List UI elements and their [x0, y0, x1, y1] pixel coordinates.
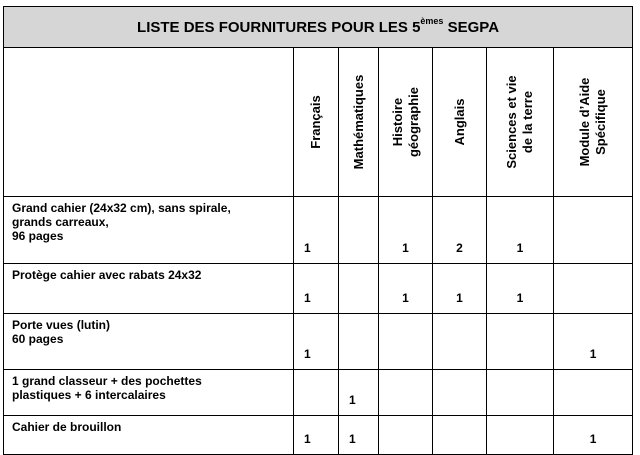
- subject-label-line: Anglais: [451, 98, 467, 146]
- quantity-cell-francais: 1: [294, 314, 339, 370]
- subject-header-module-d-aide-specifique: [554, 48, 633, 197]
- item-label: [4, 197, 294, 264]
- quantity-cell-module-d-aide-specifique: 1: [554, 314, 633, 370]
- quantity-cell-francais: 1: [294, 264, 339, 314]
- quantity-cell-francais: 1: [294, 416, 339, 455]
- item-label-line: Porte vues (lutin): [12, 318, 111, 332]
- table-row: [4, 314, 633, 370]
- item-label: [4, 264, 294, 314]
- quantity-cell-histoire-geographie: [379, 416, 433, 455]
- subject-label-line: géographie: [405, 86, 421, 158]
- quantity-cell-mathematiques: [339, 264, 379, 314]
- quantity-cell-francais: 1: [294, 197, 339, 264]
- item-label: [4, 314, 294, 370]
- quantity-cell-anglais: [433, 314, 487, 370]
- quantity-cell-mathematiques: 1: [339, 370, 379, 416]
- table-row: [4, 370, 633, 416]
- table-row: [4, 416, 633, 455]
- quantity-cell-mathematiques: [339, 314, 379, 370]
- supplies-table: [3, 6, 633, 455]
- quantity-cell-anglais: 2: [433, 197, 487, 264]
- subject-header-row: [4, 48, 633, 197]
- subject-label-line: Spécifique: [593, 89, 609, 155]
- subject-label-line: Mathématiques: [350, 74, 366, 170]
- page-title: [4, 7, 633, 48]
- quantity-cell-anglais: [433, 416, 487, 455]
- item-label: [4, 416, 294, 455]
- item-label-line: grands carreaux,: [12, 215, 109, 229]
- subject-label: [504, 75, 536, 168]
- subject-label-line: Sciences et vie: [504, 75, 519, 169]
- item-label-line: 1 grand classeur + des pochettes: [12, 374, 202, 388]
- subject-label-line: Module d’Aide: [577, 77, 593, 167]
- item-label-line: 96 pages: [12, 229, 64, 243]
- subject-header-mathematiques: [339, 48, 379, 197]
- quantity-cell-module-d-aide-specifique: 1: [554, 416, 633, 455]
- quantity-cell-histoire-geographie: 1: [379, 197, 433, 264]
- item-label: [4, 370, 294, 416]
- quantity-cell-histoire-geographie: 1: [379, 264, 433, 314]
- quantity-cell-sciences-et-vie-de-la-terre: 1: [487, 197, 554, 264]
- subject-header-anglais: [433, 48, 487, 197]
- item-label-line: Cahier de brouillon: [12, 420, 122, 434]
- table-row: [4, 197, 633, 264]
- title-superscript: èmes: [420, 16, 444, 26]
- quantity-cell-mathematiques: 1: [339, 416, 379, 455]
- subject-label: [390, 87, 422, 157]
- quantity-cell-module-d-aide-specifique: [554, 370, 633, 416]
- subject-header-sciences-et-vie-de-la-terre: [487, 48, 554, 197]
- quantity-cell-sciences-et-vie-de-la-terre: [487, 416, 554, 455]
- item-label-line: 60 pages: [12, 332, 64, 346]
- title-suffix: SEGPA: [443, 19, 500, 36]
- quantity-cell-histoire-geographie: [379, 314, 433, 370]
- subject-label: [351, 75, 367, 170]
- subject-label: [577, 78, 609, 167]
- subject-label-line: de la terre: [520, 90, 535, 154]
- header-corner-cell: [4, 48, 294, 197]
- quantity-cell-francais: [294, 370, 339, 416]
- quantity-cell-anglais: 1: [433, 264, 487, 314]
- quantity-cell-sciences-et-vie-de-la-terre: [487, 314, 554, 370]
- item-label-line: plastiques + 6 intercalaires: [12, 388, 166, 402]
- quantity-cell-module-d-aide-specifique: [554, 197, 633, 264]
- title-text: LISTE DES FOURNITURES POUR LES 5: [137, 19, 421, 36]
- quantity-cell-module-d-aide-specifique: [554, 264, 633, 314]
- subject-header-histoire-geographie: [379, 48, 433, 197]
- subject-label-line: Histoire: [389, 97, 405, 147]
- item-label-line: Grand cahier (24x32 cm), sans spirale,: [12, 201, 231, 215]
- quantity-cell-anglais: [433, 370, 487, 416]
- quantity-cell-histoire-geographie: [379, 370, 433, 416]
- subject-label: [452, 99, 468, 146]
- item-label-line: Protège cahier avec rabats 24x32: [12, 268, 202, 282]
- subject-label-line: Français: [308, 95, 323, 149]
- quantity-cell-sciences-et-vie-de-la-terre: 1: [487, 264, 554, 314]
- subject-header-francais: [294, 48, 339, 197]
- subject-label: [308, 95, 324, 148]
- table-row: [4, 264, 633, 314]
- quantity-cell-sciences-et-vie-de-la-terre: [487, 370, 554, 416]
- quantity-cell-mathematiques: [339, 197, 379, 264]
